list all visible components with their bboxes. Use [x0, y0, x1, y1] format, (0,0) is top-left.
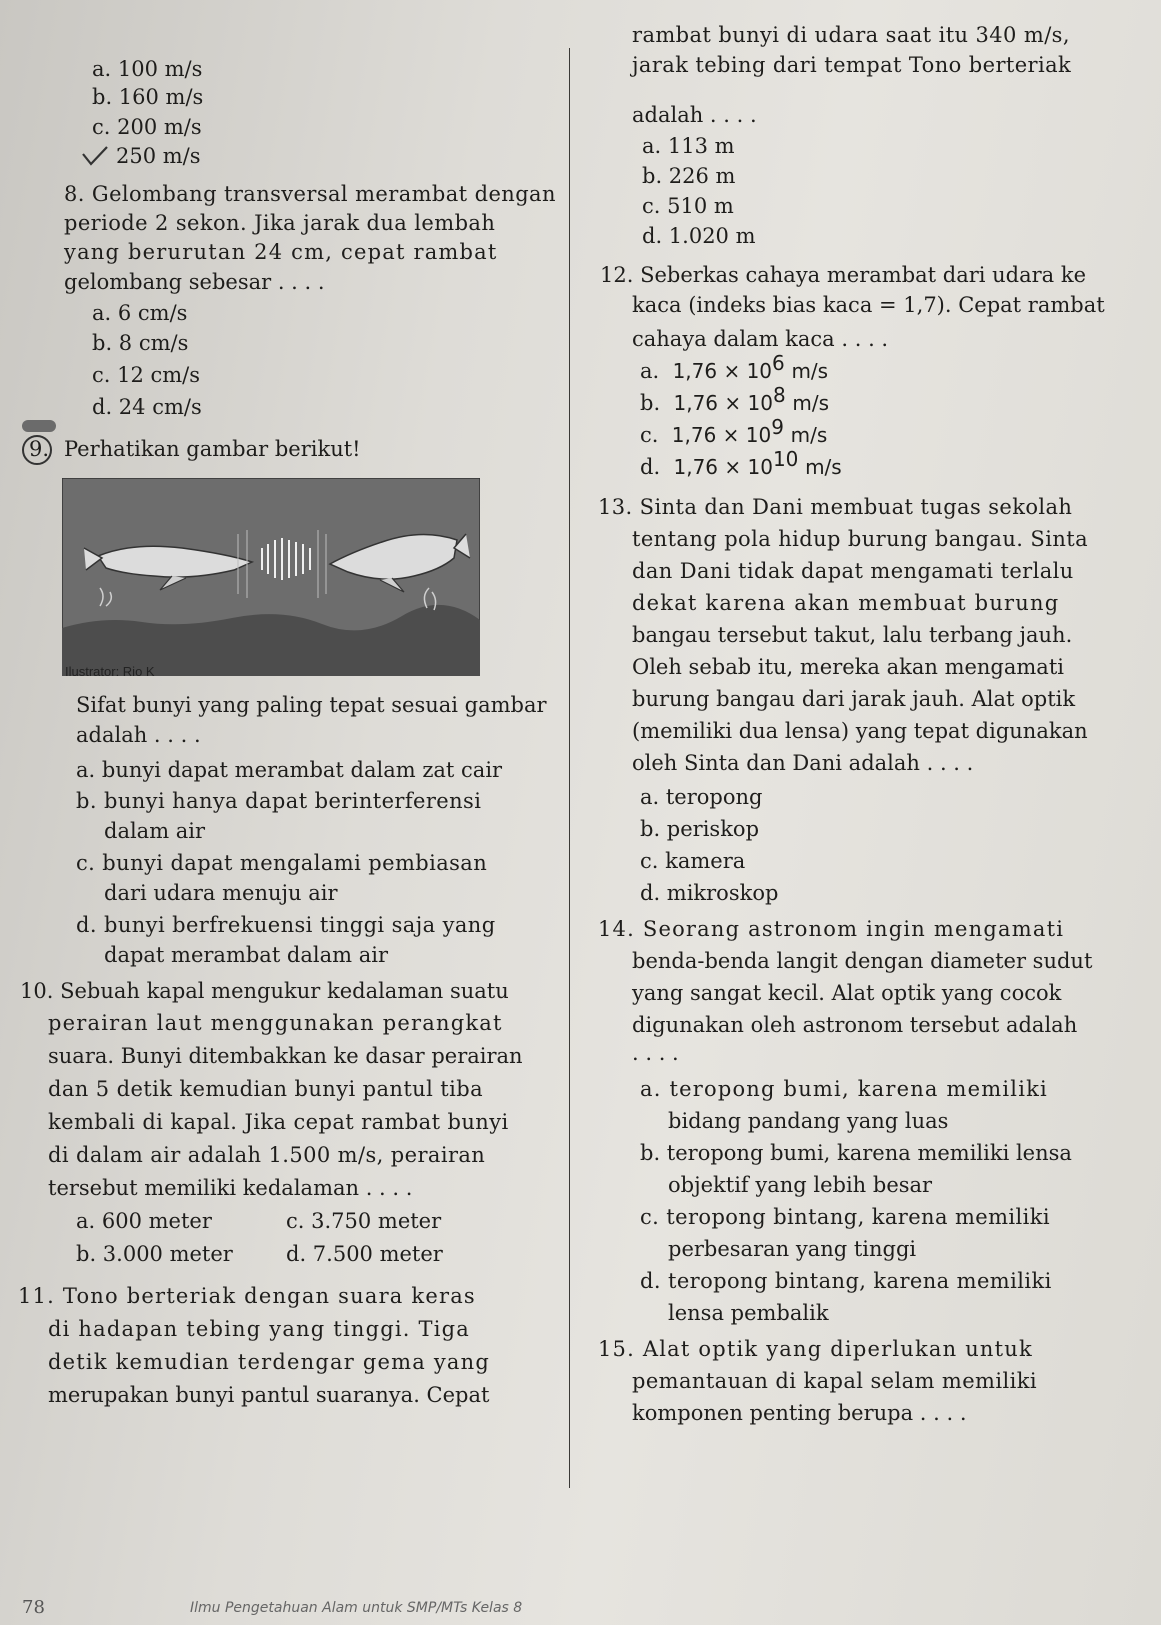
q9-option-b-cont: dalam air	[104, 819, 206, 843]
q9-option-c: c. bunyi dapat mengalami pembiasan	[76, 851, 488, 875]
q13-option-b: b. periskop	[640, 817, 760, 841]
q9-option-d-cont: dapat merambat dalam air	[104, 943, 388, 967]
q13-line-7: burung bangau dari jarak jauh. Alat optik	[632, 687, 1076, 711]
q14-line-2: benda-benda langit dengan diameter sudut	[632, 949, 1093, 973]
q14-option-d: d. teropong bintang, karena memiliki	[640, 1269, 1052, 1293]
q11-option-a: a. 113 m	[642, 134, 735, 158]
q8-option-b: b. 8 cm/s	[92, 331, 189, 355]
q9-option-d: d. bunyi berfrekuensi tinggi saja yang	[76, 913, 496, 937]
q9-number: 9.	[29, 437, 50, 461]
q13-option-a: a. teropong	[640, 785, 763, 809]
q13-line-6: Oleh sebab itu, mereka akan mengamati	[632, 655, 1064, 679]
q8-line-3: yang berurutan 24 cm, cepat rambat	[64, 240, 498, 264]
q8-option-a: a. 6 cm/s	[92, 301, 188, 325]
q9-option-c-cont: dari udara menuju air	[104, 881, 338, 905]
q10-line-5: kembali di kapal. Jika cepat rambat bunyi	[48, 1110, 509, 1134]
q15-line-2: pemantauan di kapal selam memiliki	[632, 1369, 1037, 1393]
q12-option-c: c. $1,76 \times 10^9$ m/s	[640, 415, 828, 447]
q11-cont-line-2: jarak tebing dari tempat Tono berteriak	[632, 53, 1072, 77]
q13-option-c: c. kamera	[640, 849, 746, 873]
q13-line-8: (memiliki dua lensa) yang tepat digunakan	[632, 719, 1088, 743]
figure-caption: Ilustrator: Rio K	[65, 664, 155, 679]
q14-option-c-cont: perbesaran yang tinggi	[668, 1237, 917, 1261]
q7-option-b: b. 160 m/s	[92, 85, 204, 109]
q10-line-6: di dalam air adalah 1.500 m/s, perairan	[48, 1143, 486, 1167]
q14-line-1: 14. Seorang astronom ingin mengamati	[598, 917, 1065, 941]
q11-cont-line-3: adalah . . . .	[632, 103, 757, 127]
q11-line-4: merupakan bunyi pantul suaranya. Cepat	[48, 1383, 490, 1407]
running-footer: Ilmu Pengetahuan Alam untuk SMP/MTs Kelas 8	[190, 1600, 523, 1616]
q10-line-4: dan 5 detik kemudian bunyi pantul tiba	[48, 1077, 484, 1101]
q14-option-d-cont: lensa pembalik	[668, 1301, 829, 1325]
q8-line-2: periode 2 sekon. Jika jarak dua lembah	[64, 211, 496, 235]
q13-line-1: 13. Sinta dan Dani membuat tugas sekolah	[598, 495, 1073, 519]
q13-line-9: oleh Sinta dan Dani adalah . . . .	[632, 751, 974, 775]
q13-line-2: tentang pola hidup burung bangau. Sinta	[632, 527, 1089, 551]
handwritten-check-icon	[80, 144, 110, 168]
q14-option-b-cont: objektif yang lebih besar	[668, 1173, 933, 1197]
q13-line-3: dan Dani tidak dapat mengamati terlalu	[632, 559, 1074, 583]
q11-line-1: 11. Tono berteriak dengan suara keras	[18, 1284, 476, 1308]
q10-option-b: b. 3.000 meter	[76, 1242, 233, 1266]
q8-option-d: d. 24 cm/s	[92, 395, 202, 419]
page-number: 78	[22, 1597, 45, 1618]
q14-option-a: a. teropong bumi, karena memiliki	[640, 1077, 1048, 1101]
q15-line-3: komponen penting berupa . . . .	[632, 1401, 967, 1425]
q7-option-a: a. 100 m/s	[92, 57, 203, 81]
q9-option-b: b. bunyi hanya dapat berinterferensi	[76, 789, 482, 813]
q14-option-c: c. teropong bintang, karena memiliki	[640, 1205, 1051, 1229]
q9-question-line-2: adalah . . . .	[76, 723, 201, 747]
q10-line-3: suara. Bunyi ditembakkan ke dasar perairan	[48, 1044, 523, 1068]
q10-line-2: perairan laut menggunakan perangkat	[48, 1011, 503, 1035]
q14-option-b: b. teropong bumi, karena memiliki lensa	[640, 1141, 1072, 1165]
q9-option-a: a. bunyi dapat merambat dalam zat cair	[76, 758, 503, 782]
q10-option-c: c. 3.750 meter	[286, 1209, 442, 1233]
q11-option-c: c. 510 m	[642, 194, 734, 218]
q8-line-4: gelombang sebesar . . . .	[64, 270, 325, 294]
q10-line-7: tersebut memiliki kedalaman . . . .	[48, 1176, 413, 1200]
q8-option-c: c. 12 cm/s	[92, 363, 201, 387]
q10-option-d: d. 7.500 meter	[286, 1242, 443, 1266]
q10-option-a: a. 600 meter	[76, 1209, 212, 1233]
q12-option-d: d. $1,76 \times 10^{10}$ m/s	[640, 447, 842, 479]
q15-line-1: 15. Alat optik yang diperlukan untuk	[598, 1337, 1033, 1361]
q11-option-b: b. 226 m	[642, 164, 736, 188]
q12-line-3: cahaya dalam kaca . . . .	[632, 327, 889, 351]
q12-option-a: a. $1,76 \times 10^6$ m/s	[640, 351, 829, 383]
q13-option-d: d. mikroskop	[640, 881, 779, 905]
q13-line-4: dekat karena akan membuat burung	[632, 591, 1060, 615]
q13-line-5: bangau tersebut takut, lalu terbang jauh.	[632, 623, 1073, 647]
q7-option-d: 250 m/s	[116, 144, 201, 168]
q9-question-line-1: Sifat bunyi yang paling tepat sesuai gambar	[76, 693, 547, 717]
q12-line-2: kaca (indeks bias kaca = 1,7). Cepat rambat	[632, 293, 1105, 317]
q11-cont-line-1: rambat bunyi di udara saat itu 340 m/s,	[632, 23, 1070, 47]
q12-option-b: b. $1,76 \times 10^8$ m/s	[640, 383, 829, 415]
q10-line-1: 10. Sebuah kapal mengukur kedalaman suatu	[20, 979, 509, 1003]
q7-option-c: c. 200 m/s	[92, 115, 202, 139]
dolphins-illustration	[62, 478, 480, 676]
q14-line-3: yang sangat kecil. Alat optik yang cocok	[632, 981, 1062, 1005]
q11-option-d: d. 1.020 m	[642, 224, 756, 248]
note-sticker-icon	[22, 420, 56, 432]
q14-option-a-cont: bidang pandang yang luas	[668, 1109, 949, 1133]
q12-line-1: 12. Seberkas cahaya merambat dari udara ke	[600, 263, 1087, 287]
q11-line-3: detik kemudian terdengar gema yang	[48, 1350, 491, 1374]
q14-line-5: . . . .	[632, 1041, 679, 1065]
column-divider	[569, 48, 570, 1488]
q8-line-1: 8. Gelombang transversal merambat dengan	[64, 182, 556, 206]
q9-prompt: Perhatikan gambar berikut!	[64, 437, 361, 461]
q14-line-4: digunakan oleh astronom tersebut adalah	[632, 1013, 1078, 1037]
q11-line-2: di hadapan tebing yang tinggi. Tiga	[48, 1317, 471, 1341]
